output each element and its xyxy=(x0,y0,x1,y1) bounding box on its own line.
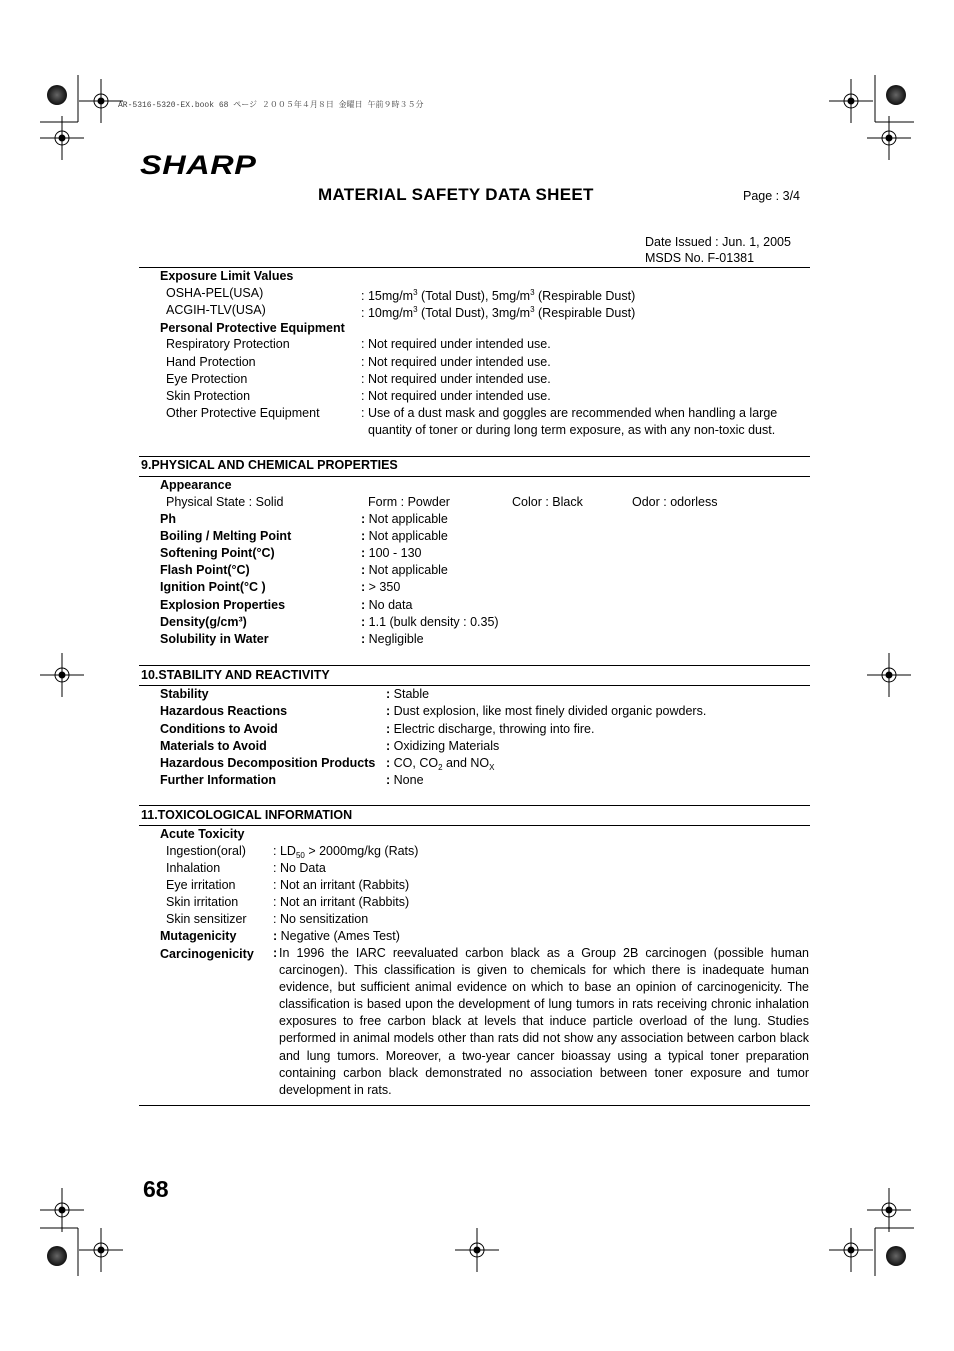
date-issued: Date Issued : Jun. 1, 2005 xyxy=(645,235,791,249)
section-9-title: 9.PHYSICAL AND CHEMICAL PROPERTIES xyxy=(141,458,398,472)
page-label: Page : 3/4 xyxy=(743,189,800,203)
stability-value: : Oxidizing Materials xyxy=(386,739,500,753)
divider xyxy=(139,476,810,477)
property-value: : 1.1 (bulk density : 0.35) xyxy=(361,615,499,629)
registration-dot-icon xyxy=(47,85,67,105)
property-value: : No data xyxy=(361,598,413,612)
property-label: Explosion Properties xyxy=(160,598,286,612)
stability-value: : Electric discharge, throwing into fire. xyxy=(386,722,595,736)
odor: Odor : odorless xyxy=(632,495,718,509)
ingestion-label: Ingestion(oral) xyxy=(166,844,246,858)
mutagenicity-label: Mutagenicity xyxy=(160,929,237,943)
property-value: : Not applicable xyxy=(361,512,448,526)
property-label: Boiling / Melting Point xyxy=(160,529,292,543)
osha-value: : $15mg/m^3$ (Total Dust), $5mg/m^3$ (Respirable Dust) xyxy=(361,288,636,303)
stability-label: Conditions to Avoid xyxy=(160,722,278,736)
divider xyxy=(139,456,810,457)
color: Color : Black xyxy=(512,495,583,509)
carcinogenicity-text: : In 1996 the IARC reevaluated carbon black as a Group 2B carcinogen (possible human carcinogen). This classification is given to chemicals for which there is inadequate human evidence, but sufficient animal evidence on which to base an opinion of carcinogenicity. The classification is based upon the development of lung tumors in rats receiving chronic inhalation exposures to free carbon black at levels that induce particle overload of the lung. Studies performed in animal models other than rats did not show any association between carbon black and lung tumors. Moreover, a two-year cancer bioassay using a typical toner preparation containing carbon black demonstrated no association between toner exposure and tumor development in rats. xyxy=(273,946,809,1097)
ppe-value: : Not required under intended use. xyxy=(361,389,551,403)
carcinogenicity-label: Carcinogenicity xyxy=(160,947,254,961)
further-info-label: Further Information xyxy=(160,773,276,787)
tox-label: Eye irritation xyxy=(166,878,236,892)
property-label: Density(g/cm³) xyxy=(160,615,247,629)
exposure-heading: Exposure Limit Values xyxy=(160,269,294,283)
appearance-heading: Appearance xyxy=(160,478,232,492)
divider xyxy=(139,665,810,666)
document-title: MATERIAL SAFETY DATA SHEET xyxy=(318,185,594,204)
physical-state: Physical State : Solid xyxy=(166,495,284,509)
ppe-label: Eye Protection xyxy=(166,372,248,386)
property-value: : Not applicable xyxy=(361,563,448,577)
msds-number: MSDS No. F-01381 xyxy=(645,251,755,265)
decomposition-value: : CO, $CO_2$ and $NO_X$ xyxy=(386,756,495,772)
tox-value: : No Data xyxy=(273,861,326,875)
form: Form : Powder xyxy=(368,495,450,509)
property-value: : Negligible xyxy=(361,632,424,646)
ppe-label: Skin Protection xyxy=(166,389,251,403)
ppe-label: Other Protective Equipment xyxy=(166,406,320,420)
acgih-value: : $10mg/m^3$ (Total Dust), $3mg/m^3$ (Respirable Dust) xyxy=(361,305,636,320)
tox-value: : Not an irritant (Rabbits) xyxy=(273,895,410,909)
tox-label: Skin irritation xyxy=(166,895,239,909)
stability-value: : Stable xyxy=(386,687,430,701)
property-value: : > 350 xyxy=(361,580,401,594)
ppe-heading: Personal Protective Equipment xyxy=(160,321,345,335)
stability-label: Hazardous Reactions xyxy=(160,704,288,718)
property-label: Solubility in Water xyxy=(160,632,269,646)
registration-dot-icon xyxy=(47,1246,67,1266)
sharp-logo: SHARP xyxy=(140,150,257,180)
ppe-value: : Not required under intended use. xyxy=(361,372,551,386)
stability-label: Materials to Avoid xyxy=(160,739,267,753)
ppe-label: Respiratory Protection xyxy=(166,337,290,351)
ppe-label: Hand Protection xyxy=(166,355,256,369)
tox-label: Inhalation xyxy=(166,861,221,875)
property-label: Ph xyxy=(160,512,176,526)
property-value: : 100 - 130 xyxy=(361,546,422,560)
acgih-label: ACGIH-TLV(USA) xyxy=(166,303,266,317)
tox-value: : No sensitization xyxy=(273,912,369,926)
colon: : xyxy=(273,946,278,960)
ppe-value: : Use of a dust mask and goggles are recommended when handling a large xyxy=(361,406,778,420)
stability-value: : Dust explosion, like most finely divided organic powders. xyxy=(386,704,707,718)
ppe-value-cont: quantity of toner or during long term exposure, as with any non-toxic dust. xyxy=(368,423,776,437)
property-label: Softening Point(°C) xyxy=(160,546,275,560)
divider xyxy=(139,805,810,806)
property-label: Flash Point(°C) xyxy=(160,563,250,577)
tox-value: : Not an irritant (Rabbits) xyxy=(273,878,410,892)
mutagenicity-value: : Negative (Ames Test) xyxy=(273,929,400,943)
property-value: : Not applicable xyxy=(361,529,448,543)
page-number: 68 xyxy=(143,1176,169,1202)
divider xyxy=(139,685,810,686)
osha-label: OSHA-PEL(USA) xyxy=(166,286,264,300)
ppe-value: : Not required under intended use. xyxy=(361,355,551,369)
property-label: Ignition Point(°C ) xyxy=(160,580,266,594)
further-info-value: : None xyxy=(386,773,424,787)
print-info-line: AR-5316-5320-EX.book 68 ページ ２００５年４月８日 金曜日 午前９時３５分 xyxy=(118,101,424,110)
registration-dot-icon xyxy=(886,85,906,105)
ppe-value: : Not required under intended use. xyxy=(361,337,551,351)
decomposition-label: Hazardous Decomposition Products xyxy=(160,756,376,770)
acute-toxicity-heading: Acute Toxicity xyxy=(160,827,245,841)
registration-dot-icon xyxy=(886,1246,906,1266)
divider xyxy=(139,1105,810,1106)
section-11-title: 11.TOXICOLOGICAL INFORMATION xyxy=(141,808,353,822)
stability-label: Stability xyxy=(160,687,209,701)
tox-label: Skin sensitizer xyxy=(166,912,247,926)
section-10-title: 10.STABILITY AND REACTIVITY xyxy=(141,668,330,682)
ingestion-value: : $LD_{50} > 2000mg/kg$ (Rats) xyxy=(273,844,419,860)
